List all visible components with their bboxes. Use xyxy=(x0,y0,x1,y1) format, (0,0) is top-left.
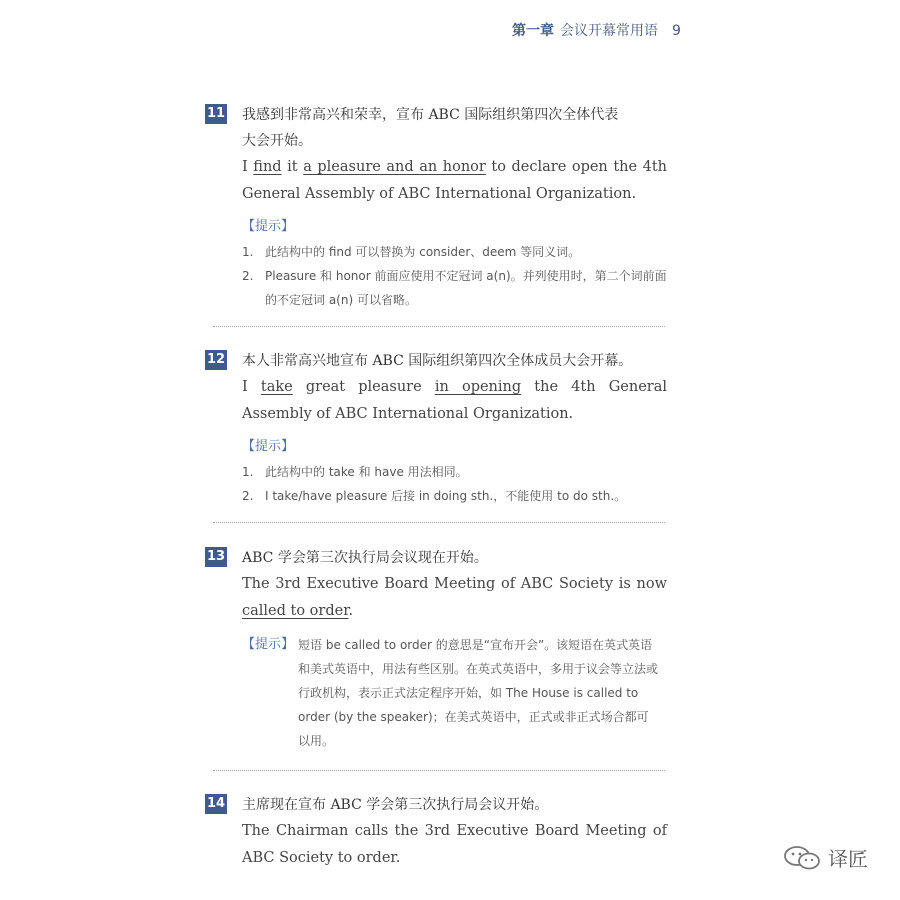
entry-13 xyxy=(205,545,667,753)
chinese-sentence: 我感到非常高兴和荣幸，宣布 ABC 国际组织第四次全体代表 大会开始。 xyxy=(242,107,619,149)
watermark xyxy=(782,843,868,872)
entry-number: 13 xyxy=(205,547,227,567)
wechat-icon xyxy=(782,844,822,872)
sentence-text: it xyxy=(281,159,304,175)
divider xyxy=(213,522,665,523)
underlined-phrase: a pleasure and an honor xyxy=(303,159,486,175)
chinese-sentence: 本人非常高兴地宣布 ABC 国际组织第四次全体成员大会开幕。 xyxy=(242,353,633,369)
english-sentence xyxy=(242,374,667,428)
page-number: 9 xyxy=(672,23,681,39)
watermark-text: 译匠 xyxy=(828,847,868,871)
hint-item: 1. 此结构中的 find 可以替换为 consider、deem 等同义词。 xyxy=(242,245,581,259)
hint-label: 【提示】 xyxy=(242,637,295,652)
hint-label: 【提示】 xyxy=(242,219,295,234)
entry-number: 14 xyxy=(205,794,227,814)
divider xyxy=(213,770,665,771)
divider xyxy=(213,326,665,327)
underlined-phrase: take xyxy=(260,379,293,395)
entry-14 xyxy=(205,792,667,872)
entry-number: 11 xyxy=(205,104,227,124)
sentence-text: I xyxy=(242,159,254,175)
sentence-text: the 4th General Assembly of ABC International Organization. xyxy=(242,379,668,422)
hint-label: 【提示】 xyxy=(242,439,295,454)
chinese-sentence: 主席现在宣布 ABC 学会第三次执行局会议开始。 xyxy=(242,797,549,813)
chinese-sentence: ABC 学会第三次执行局会议现在开始。 xyxy=(242,550,488,566)
entry-11 xyxy=(205,102,667,312)
hint-list xyxy=(242,240,667,312)
page-header xyxy=(512,20,681,40)
underlined-phrase: called to order xyxy=(242,603,349,619)
entry-number: 12 xyxy=(205,350,227,370)
sentence-text: The Chairman calls the 3rd Executive Board Meeting of ABC Society to order. xyxy=(242,823,667,866)
english-sentence xyxy=(242,571,667,625)
hint-item: 2. Pleasure 和 honor 前面应使用不定冠词 a(n)。并列使用时，第二个词前面的不定冠词 a(n) 可以省略。 xyxy=(242,269,667,307)
chapter-number: 第一章 xyxy=(512,23,554,39)
sentence-text: . xyxy=(348,603,354,619)
underlined-phrase: in opening xyxy=(434,379,522,395)
chapter-title: 会议开幕常用语 xyxy=(560,23,658,39)
sentence-text: The 3rd Executive Board Meeting of ABC Society is now xyxy=(242,576,667,592)
hint-item: 1. 此结构中的 take 和 have 用法相同。 xyxy=(242,465,468,479)
sentence-text: I xyxy=(242,379,261,395)
hint-list xyxy=(242,460,667,508)
sentence-text: to declare open the 4th General Assembly of ABC International Organization. xyxy=(242,159,668,202)
hint-item: 2. I take/have pleasure 后接 in doing sth.，不能使用 to do sth.。 xyxy=(242,489,627,503)
entry-12 xyxy=(205,348,667,508)
english-sentence xyxy=(242,818,667,872)
sentence-text: great pleasure xyxy=(292,379,435,395)
hint-block xyxy=(242,633,667,753)
hint-text: 短语 be called to order 的意思是“宣布开会”。该短语在英式英语和美式英语中，用法有些区别。在英式英语中，多用于议会等立法或行政机构，表示正式法定程序开始，如 The House is called to order (by the speaker)；在美式英语中，正式或非正式场合都可以用。 xyxy=(298,638,659,748)
english-sentence xyxy=(242,154,667,208)
underlined-phrase: find xyxy=(253,159,282,175)
